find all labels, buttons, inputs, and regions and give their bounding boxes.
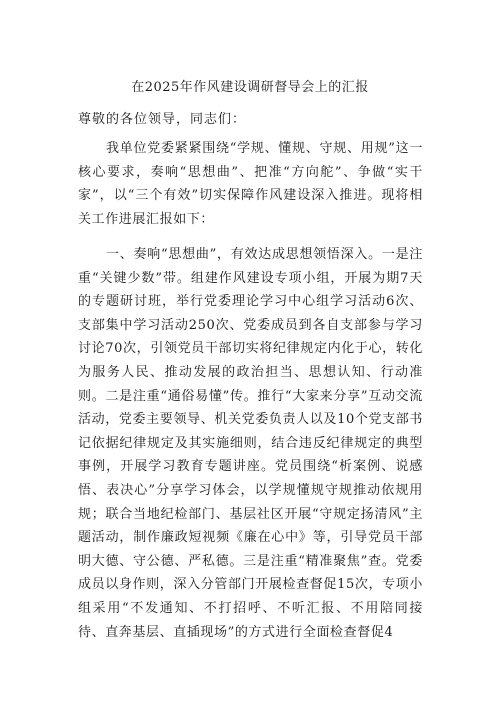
paragraph-intro: 我单位党委紧紧围绕“学规、懂规、守规、用规”这一核心要求，奏响“思想曲”、把准“方向舵”、争做“实干家”，以“三个有效”切实保障作风建设深入推进。现将相关工作进展汇报如下：: [78, 141, 423, 227]
greeting: 尊敬的各位领导，同志们：: [78, 112, 247, 127]
paragraph-section-one: 一、奏响“思想曲”，有效达成思想领悟深入。一是注重“关键少数”带。组建作风建设专项小组，开展为期7天的专题研讨班，举行党委理论学习中心组学习活动6次、支部集中学习活动250次、党委成员到各自支部参与学习讨论70次，引领党员干部切实将纪律规定内化于心，转化为服务人民、推动发展的政治担当、思想认知、行动准则。二是注重“通俗易懂”传。推行“大家来分享”互动交流活动，党委主要领导、机关党委负责人以及10个党支部书记依据纪律规定及其实施细则，结合违反纪律规定的典型事例，开展学习教育专题讲座。党员围绕“析案例、说感悟、表决心”分享学习体会，以学规懂规守规推动依规用规；联合当地纪检部门、基层社区开展“守规定扬清风”主题活动，制作廉政短视频《廉在心中》等，引导党员干部明大德、守公德、严私德。三是注重“精准聚焦”查。党委成员以身作则，深入分管部门开展检查督促15次，专项小组采用“不发通知、不打招呼、不听汇报、不用陪同接待、直奔基层、直插现场”的方式进行全面检查督促4: [78, 247, 423, 640]
document-title: 在2025年作风建设调研督导会上的汇报: [131, 80, 369, 95]
